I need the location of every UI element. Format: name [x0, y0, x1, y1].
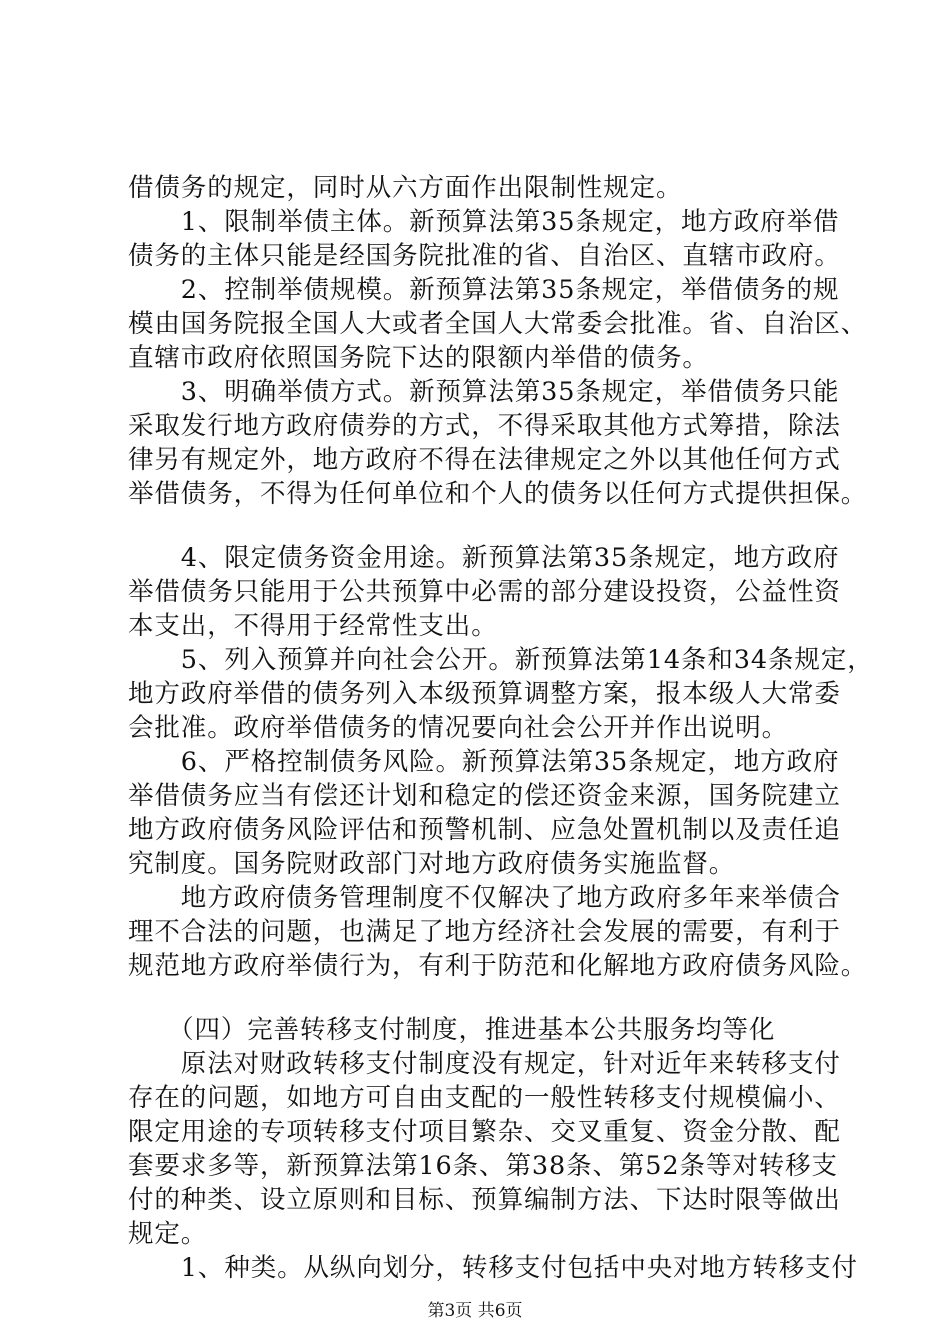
text-line: 举借债务应当有偿还计划和稳定的偿还资金来源，国务院建立	[128, 781, 841, 811]
text-line: 5、列入预算并向社会公开。新预算法第14条和34条规定，	[128, 645, 874, 675]
text-line: 理不合法的问题，也满足了地方经济社会发展的需要，有利于	[128, 917, 841, 947]
text-line: 举借债务，不得为任何单位和个人的债务以任何方式提供担保。	[128, 479, 868, 509]
text-line: 会批准。政府举借债务的情况要向社会公开并作出说明。	[128, 713, 789, 743]
text-line: 原法对财政转移支付制度没有规定，针对近年来转移支付	[128, 1049, 841, 1079]
text-line: 规范地方政府举债行为，有利于防范和化解地方政府债务风险。	[128, 951, 868, 981]
text-line: 采取发行地方政府债券的方式，不得采取其他方式筹措，除法	[128, 411, 841, 441]
text-line: 律另有规定外，地方政府不得在法律规定之外以其他任何方式	[128, 445, 841, 475]
text-line: 地方政府举借的债务列入本级预算调整方案，报本级人大常委	[128, 679, 841, 709]
text-line: 模由国务院报全国人大或者全国人大常委会批准。省、自治区、	[128, 309, 868, 339]
text-line: 4、限定债务资金用途。新预算法第35条规定，地方政府	[128, 543, 840, 573]
text-line: 本支出，不得用于经常性支出。	[128, 611, 498, 641]
text-line: 地方政府债务管理制度不仅解决了地方政府多年来举债合	[128, 883, 841, 913]
text-line: 套要求多等，新预算法第16条、第38条、第52条等对转移支	[128, 1151, 838, 1181]
text-line: 举借债务只能用于公共预算中必需的部分建设投资，公益性资	[128, 577, 841, 607]
text-line: 直辖市政府依照国务院下达的限额内举借的债务。	[128, 343, 709, 373]
text-line: 规定。	[128, 1219, 208, 1249]
page-number-footer: 第3页 共6页	[427, 1301, 523, 1321]
text-line: 1、限制举债主体。新预算法第35条规定，地方政府举借	[128, 207, 840, 237]
text-line: 地方政府债务风险评估和预警机制、应急处置机制以及责任追	[128, 815, 841, 845]
section-heading: （四）完善转移支付制度，推进基本公共服务均等化	[128, 1015, 776, 1045]
text-line: 借债务的规定，同时从六方面作出限制性规定。	[128, 173, 683, 203]
text-line: 限定用途的专项转移支付项目繁杂、交叉重复、资金分散、配	[128, 1117, 841, 1147]
text-line: 债务的主体只能是经国务院批准的省、自治区、直辖市政府。	[128, 241, 841, 271]
text-line: 究制度。国务院财政部门对地方政府债务实施监督。	[128, 849, 736, 879]
text-line: 2、控制举债规模。新预算法第35条规定，举借债务的规	[128, 275, 840, 305]
text-line: 1、种类。从纵向划分，转移支付包括中央对地方转移支付	[128, 1253, 858, 1283]
text-line: 存在的问题，如地方可自由支配的一般性转移支付规模偏小、	[128, 1083, 841, 1113]
text-line: 付的种类、设立原则和目标、预算编制方法、下达时限等做出	[128, 1185, 841, 1215]
text-line: 3、明确举债方式。新预算法第35条规定，举借债务只能	[128, 377, 840, 407]
text-line: 6、严格控制债务风险。新预算法第35条规定，地方政府	[128, 747, 840, 777]
